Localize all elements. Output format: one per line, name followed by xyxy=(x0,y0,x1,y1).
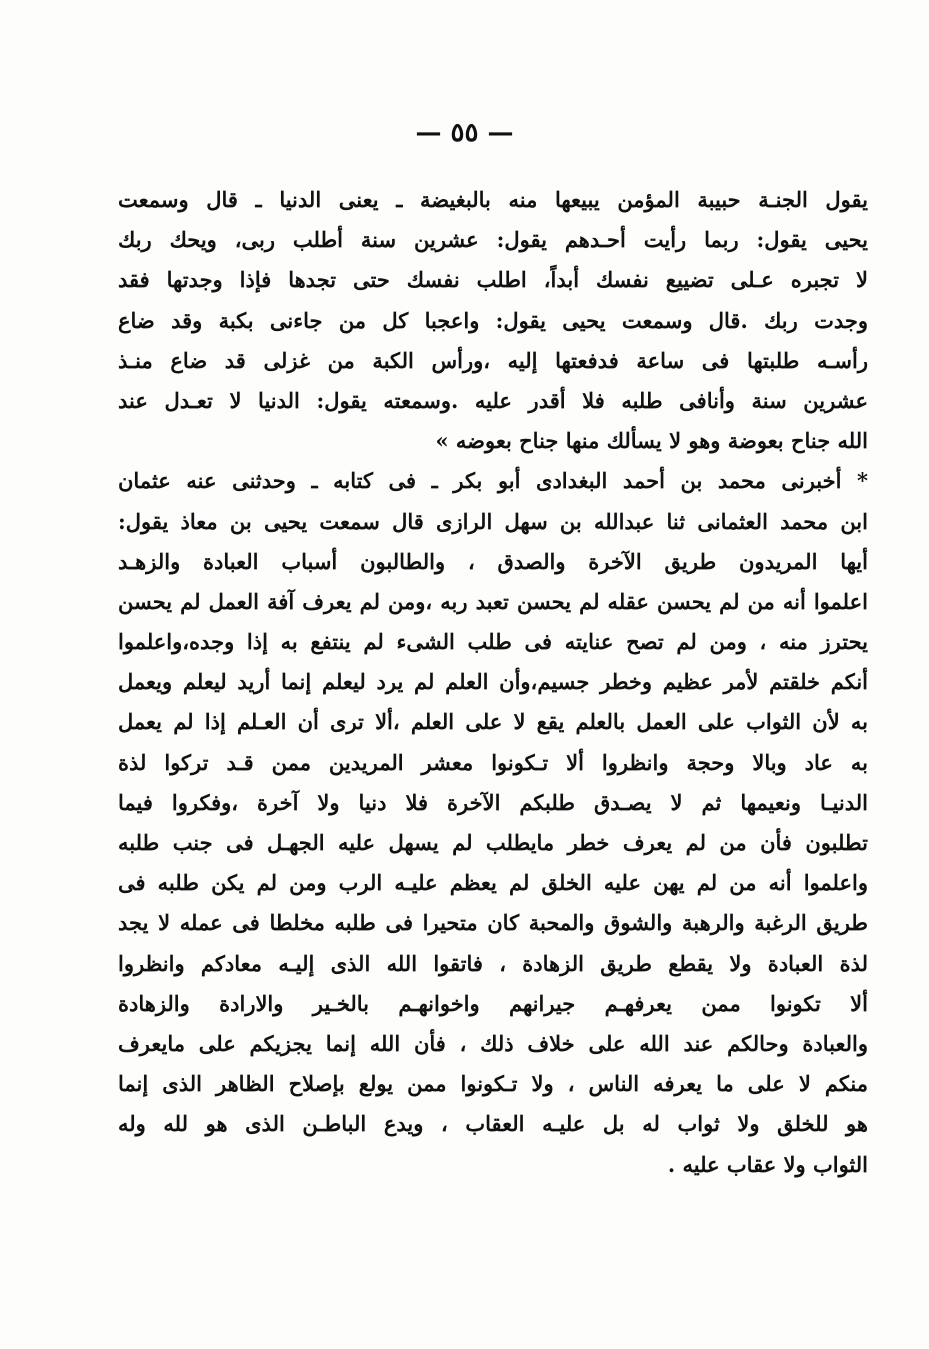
text-line: عشرين سنة وأنافى طلبه فلا أقدر عليه .وسمعته يقول: الدنيا لا تعـدل عند xyxy=(118,387,868,413)
text-line: الدنيـا ونعيمها ثم لا يصـدق طلبكم الآخرة فلا دنيا ولا آخرة ،وفكروا فيما xyxy=(118,789,868,815)
text-line: ابن محمد العثمانى ثنا عبدالله بن سهل الرازى قال سمعت يحيى بن معاذ يقول: xyxy=(118,508,868,534)
text-line: لذة العبادة ولا يقطع طريق الزهادة ، فاتقوا الله الذى إليـه معادكم وانظروا xyxy=(118,950,868,976)
text-line: ألا تكونوا ممن يعرفهـم جيرانهم واخوانهـم بالخـير والارادة والزهادة xyxy=(118,990,868,1016)
paragraph-2 xyxy=(118,461,868,1184)
text-line: أيها المريدون طريق الآخرة والصدق ، والطالبون أسباب العبادة والزهـد xyxy=(118,548,868,574)
text-line: لا تجبره عـلى تضييع نفسك أبداً، اطلب نفسك حتى تجدها فإذا وجدتها فقد xyxy=(118,267,868,293)
text-line: به لأن الثواب على العمل بالعلم يقع لا على العلم ،ألا ترى أن العـلم إذا لم يعمل xyxy=(118,709,868,735)
text-line: أنكم خلقتم لأمر عظيم وخطر جسيم،وأن العلم لم يرد ليعلم إنما أريد ليعلم ويعمل xyxy=(118,669,868,695)
text-line: يقول الجنـة حبيبة المؤمن يبيعها منه بالبغيضة ـ يعنى الدنيا ـ قال وسمعت xyxy=(118,187,868,212)
paragraph-1 xyxy=(118,180,868,461)
body-text xyxy=(118,180,868,1185)
text-line: به عاد وبالا وحجة وانظروا ألا تـكونوا معشر المريدين ممن قـد تركوا لذة xyxy=(118,749,868,775)
text-line: واعلموا أنه من لم يهن عليه الخلق لم يعظم عليـه الرب ومن لم يكن طلبه فى xyxy=(118,870,868,896)
text-line: والعبادة وحالكم عند الله على خلاف ذلك ، فأن الله إنما يجزيكم على مايعرف xyxy=(118,1030,868,1056)
text-line: يحترز منه ، ومن لم تصح عنايته فى طلب الشىء لم ينتفع به إذا وجده،واعلموا xyxy=(118,629,868,655)
text-line: هو للخلق ولا ثواب له بل عليـه العقاب ، ويدع الباطـن الذى هو لله وله xyxy=(118,1111,868,1137)
text-line: اعلموا أنه من لم يحسن عقله لم يحسن تعبد ربه ،ومن لم يعرف آفة العمل لم يحسن xyxy=(118,588,868,614)
text-line: الله جناح بعوضة وهو لا يسألك منها جناح بعوضه » xyxy=(435,428,868,454)
text-line: الثواب ولا عقاب عليه . xyxy=(667,1151,868,1177)
text-line: منكم لا على ما يعرفه الناس ، ولا تـكونوا ممن يولع بإصلاح الظاهر الذى إنما xyxy=(118,1071,868,1097)
text-line: رأسـه طلبتها فى ساعة فدفعتها إليه ،ورأس الكبة من غزلى قد ضاع منـذ xyxy=(118,347,868,373)
text-line: وجدت ربك .قال وسمعت يحيى يقول: واعجبا كل من جاءنى بكبة وقد ضاع xyxy=(118,307,868,333)
text-line: * أخبرنى محمد بن أحمد البغدادى أبو بكر ـ فى كتابه ـ وحدثنى عنه عثمان xyxy=(118,468,868,494)
text-line: طريق الرغبة والرهبة والشوق والمحبة كان متحيرا فى طلبه مخلطا فى عمله لا يجد xyxy=(118,910,868,936)
text-line: يحيى يقول: ربما رأيت أحـدهم يقول: عشرين سنة أطلب ربى، ويحك ربك xyxy=(118,227,868,253)
page-number: — ٥٥ — xyxy=(415,118,514,148)
text-line: تطلبون فأن من لم يعرف خطر مايطلب لم يسهل عليه الجهـل فى جنب طلبه xyxy=(118,830,868,855)
